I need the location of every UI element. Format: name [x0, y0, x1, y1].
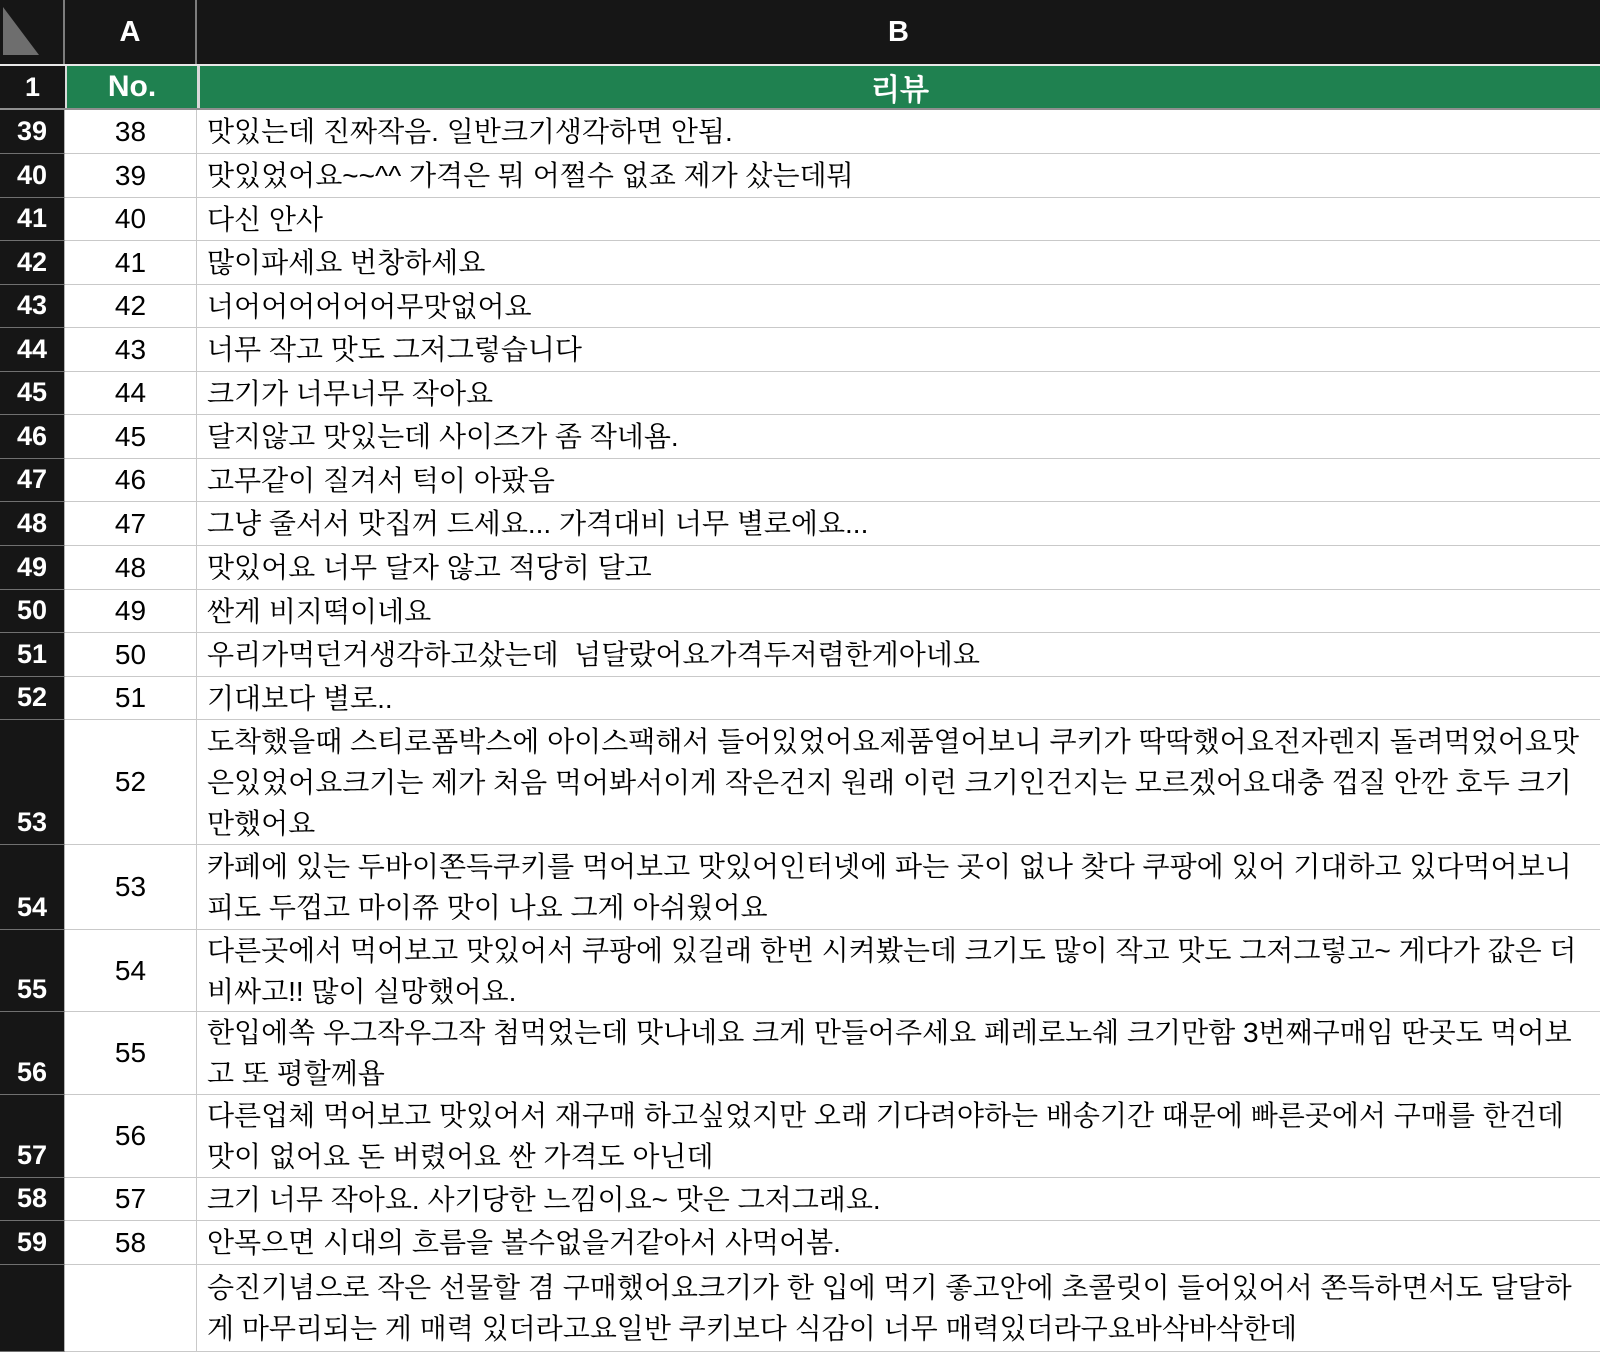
table-header-row [0, 64, 1600, 110]
no-cell[interactable]: 51 [65, 677, 197, 720]
row-header[interactable]: 56 [0, 1012, 65, 1095]
no-cell[interactable]: 52 [65, 720, 197, 845]
table-row [0, 1178, 1600, 1221]
no-cell[interactable]: 41 [65, 241, 197, 285]
table-row [0, 110, 1600, 154]
row-header[interactable]: 51 [0, 633, 65, 677]
no-cell[interactable]: 56 [65, 1095, 197, 1178]
review-cell[interactable]: 너어어어어어어무맛없어요 [197, 285, 1600, 328]
column-header-strip [0, 0, 1600, 64]
no-cell[interactable]: 49 [65, 590, 197, 633]
review-cell[interactable]: 한입에쏙 우그작우그작 첨먹었는데 맛나네요 크게 만들어주세요 페레로노쉐 크기만함 3번째구매임 딴곳도 먹어보고 또 평할께욥 [197, 1012, 1600, 1095]
review-cell[interactable]: 많이파세요 번창하세요 [197, 241, 1600, 285]
table-row [0, 1012, 1600, 1095]
no-cell[interactable]: 44 [65, 372, 197, 415]
no-cell[interactable]: 58 [65, 1221, 197, 1265]
review-cell[interactable]: 맛있었어요~~^^ 가격은 뭐 어쩔수 없죠 제가 샀는데뭐 [197, 154, 1600, 198]
no-cell[interactable]: 39 [65, 154, 197, 198]
row-header[interactable]: 46 [0, 415, 65, 459]
row-header[interactable]: 47 [0, 459, 65, 502]
no-cell[interactable]: 45 [65, 415, 197, 459]
no-cell[interactable] [65, 1265, 197, 1352]
review-cell[interactable]: 다른곳에서 먹어보고 맛있어서 쿠팡에 있길래 한번 시켜봤는데 크기도 많이 작고 맛도 그저그렇고~ 게다가 값은 더 비싸고!! 많이 실망했어요. [197, 930, 1600, 1012]
row-header[interactable]: 39 [0, 110, 65, 154]
review-cell[interactable]: 그냥 줄서서 맛집꺼 드세요... 가격대비 너무 별로에요... [197, 502, 1600, 546]
table-row [0, 459, 1600, 502]
table-row [0, 154, 1600, 198]
row-header[interactable]: 40 [0, 154, 65, 198]
review-cell[interactable]: 기대보다 별로.. [197, 677, 1600, 720]
no-cell[interactable]: 46 [65, 459, 197, 502]
review-cell[interactable]: 고무같이 질겨서 턱이 아팠음 [197, 459, 1600, 502]
review-cell[interactable]: 카페에 있는 두바이쫀득쿠키를 먹어보고 맛있어인터넷에 파는 곳이 없나 찾다 쿠팡에 있어 기대하고 있다먹어보니 피도 두껍고 마이쮸 맛이 나요 그게 아쉬웠어요 [197, 845, 1600, 930]
table-row [0, 415, 1600, 459]
review-cell[interactable]: 승진기념으로 작은 선물할 겸 구매했어요크기가 한 입에 먹기 좋고안에 초콜릿이 들어있어서 쫀득하면서도 달달하게 마무리되는 게 매력 있더라고요일반 쿠키보다 식감이 너무 매력있더라구요바삭바삭한데 [197, 1265, 1600, 1352]
no-cell[interactable]: 50 [65, 633, 197, 677]
table-row [0, 720, 1600, 845]
table-row [0, 546, 1600, 590]
no-cell[interactable]: 47 [65, 502, 197, 546]
table-row [0, 677, 1600, 720]
review-cell[interactable]: 안목으면 시대의 흐름을 볼수없을거같아서 사먹어봄. [197, 1221, 1600, 1265]
no-cell[interactable]: 53 [65, 845, 197, 930]
row-header[interactable]: 59 [0, 1221, 65, 1265]
no-cell[interactable]: 57 [65, 1178, 197, 1221]
table-row [0, 372, 1600, 415]
table-row [0, 1265, 1600, 1352]
table-row [0, 198, 1600, 241]
row-header[interactable]: 58 [0, 1178, 65, 1221]
row-header[interactable]: 53 [0, 720, 65, 845]
review-cell[interactable]: 맛있는데 진짜작음. 일반크기생각하면 안됨. [197, 110, 1600, 154]
table-row [0, 1095, 1600, 1178]
row-header[interactable] [0, 1265, 65, 1352]
select-all-corner[interactable] [0, 0, 65, 64]
data-rows [0, 110, 1600, 1352]
table-row [0, 285, 1600, 328]
select-all-triangle-icon [3, 7, 39, 55]
no-cell[interactable]: 55 [65, 1012, 197, 1095]
table-row [0, 930, 1600, 1012]
table-row [0, 241, 1600, 285]
column-header-b[interactable]: B [888, 15, 909, 48]
review-cell[interactable]: 너무 작고 맛도 그저그렇습니다 [197, 328, 1600, 372]
row-header[interactable]: 49 [0, 546, 65, 590]
row-header[interactable]: 57 [0, 1095, 65, 1178]
review-cell[interactable]: 다른업체 먹어보고 맛있어서 재구매 하고싶었지만 오래 기다려야하는 배송기간 때문에 빠른곳에서 구매를 한건데 맛이 없어요 돈 버렸어요 싼 가격도 아닌데 [197, 1095, 1600, 1178]
row-header[interactable]: 45 [0, 372, 65, 415]
review-cell[interactable]: 크기가 너무너무 작아요 [197, 372, 1600, 415]
no-cell[interactable]: 43 [65, 328, 197, 372]
row-header[interactable]: 43 [0, 285, 65, 328]
row-header[interactable]: 42 [0, 241, 65, 285]
no-cell[interactable]: 40 [65, 198, 197, 241]
no-cell[interactable]: 42 [65, 285, 197, 328]
review-cell[interactable]: 크기 너무 작아요. 사기당한 느낌이요~ 맛은 그저그래요. [197, 1178, 1600, 1221]
row-header-1[interactable]: 1 [0, 66, 65, 108]
row-header[interactable]: 48 [0, 502, 65, 546]
review-cell[interactable]: 도착했을때 스티로폼박스에 아이스팩해서 들어있었어요제품열어보니 쿠키가 딱딱했어요전자렌지 돌려먹었어요맛은있었어요크기는 제가 처음 먹어봐서이게 작은건지 원래 이런 크기인건지는 모르겠어요대충 껍질 안깐 호두 크기만했어요 [197, 720, 1600, 845]
row-header[interactable]: 52 [0, 677, 65, 720]
no-cell[interactable]: 54 [65, 930, 197, 1012]
review-cell[interactable]: 달지않고 맛있는데 사이즈가 좀 작네욤. [197, 415, 1600, 459]
review-cell[interactable]: 우리가먹던거생각하고샀는데 넘달랐어요가격두저렴한게아네요 [197, 633, 1600, 677]
review-cell[interactable]: 다신 안사 [197, 198, 1600, 241]
column-header-a[interactable]: A [65, 0, 197, 64]
row-header[interactable]: 54 [0, 845, 65, 930]
review-cell[interactable]: 싼게 비지떡이네요 [197, 590, 1600, 633]
table-row [0, 590, 1600, 633]
table-row [0, 328, 1600, 372]
table-row [0, 633, 1600, 677]
table-row [0, 1221, 1600, 1265]
row-header[interactable]: 50 [0, 590, 65, 633]
no-cell[interactable]: 48 [65, 546, 197, 590]
table-row [0, 502, 1600, 546]
table-row [0, 845, 1600, 930]
no-cell[interactable]: 38 [65, 110, 197, 154]
row-header[interactable]: 41 [0, 198, 65, 241]
row-header[interactable]: 44 [0, 328, 65, 372]
review-cell[interactable]: 맛있어요 너무 달자 않고 적당히 달고 [197, 546, 1600, 590]
row-header[interactable]: 55 [0, 930, 65, 1012]
header-cell-no[interactable]: No. [65, 66, 197, 108]
header-cell-review[interactable]: 리뷰 [197, 66, 1600, 108]
